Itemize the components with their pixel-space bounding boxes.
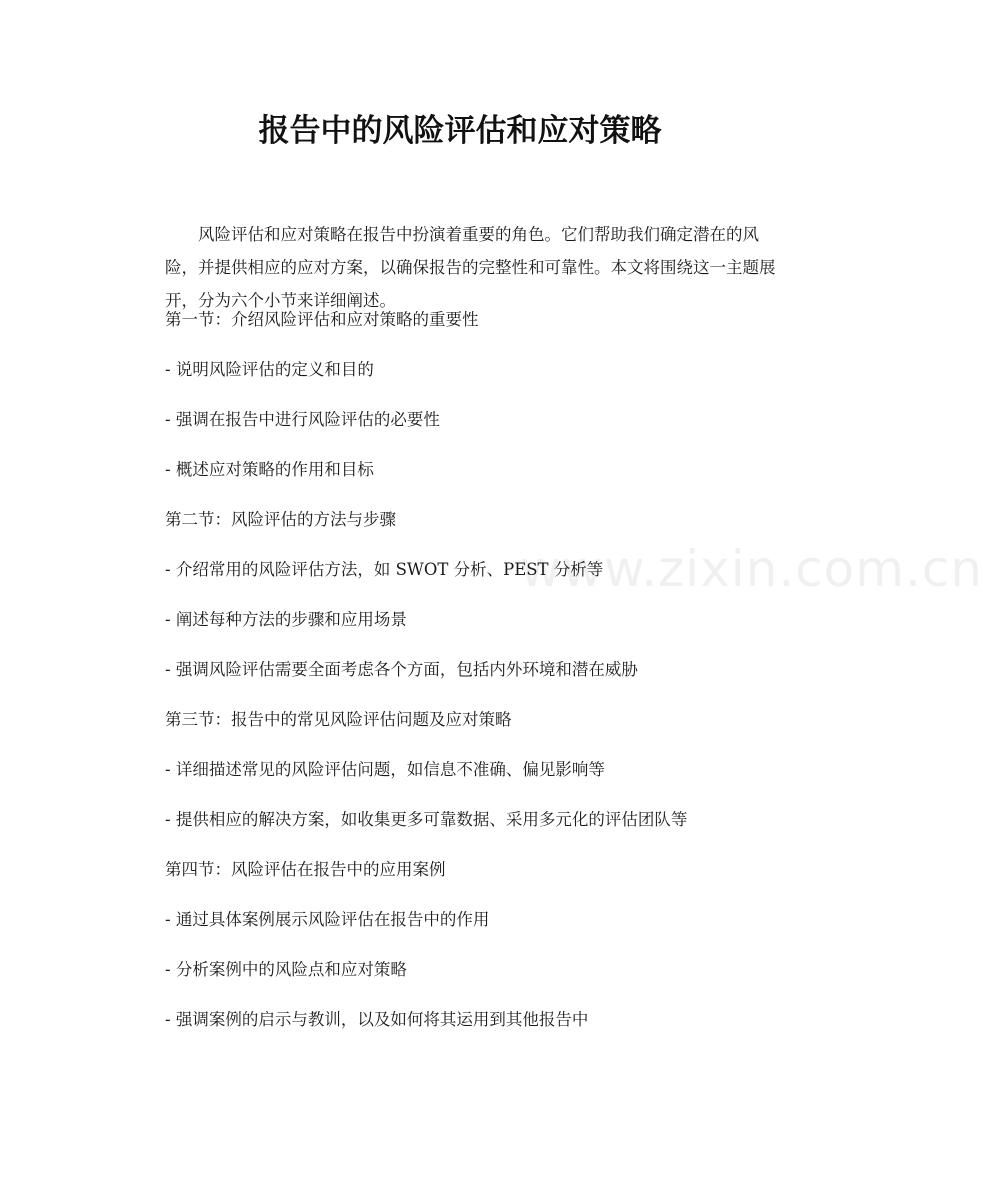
list-item: - 通过具体案例展示风险评估在报告中的作用 — [165, 910, 490, 929]
intro-text: 风险评估和应对策略在报告中扮演着重要的角色。它们帮助我们确定潜在的风险，并提供相应的应对方案，以确保报告的完整性和可靠性。本文将围绕这一主题展开，分为六个小节来详细阐述。 — [165, 225, 776, 310]
section-heading-3: 第三节：报告中的常见风险评估问题及应对策略 — [165, 710, 512, 729]
section-heading-2: 第二节：风险评估的方法与步骤 — [165, 510, 396, 529]
page-title: 报告中的风险评估和应对策略 — [258, 113, 662, 149]
list-item: - 强调风险评估需要全面考虑各个方面，包括内外环境和潜在威胁 — [165, 660, 638, 679]
list-item: - 阐述每种方法的步骤和应用场景 — [165, 610, 407, 629]
list-item: - 分析案例中的风险点和应对策略 — [165, 960, 407, 979]
list-item: - 强调案例的启示与教训，以及如何将其运用到其他报告中 — [165, 1010, 589, 1029]
list-item: - 提供相应的解决方案，如收集更多可靠数据、采用多元化的评估团队等 — [165, 810, 688, 829]
document-body — [165, 302, 785, 1052]
list-item: - 详细描述常见的风险评估问题，如信息不准确、偏见影响等 — [165, 760, 605, 779]
watermark: www.zixin.com.cn — [520, 540, 983, 598]
list-item: - 说明风险评估的定义和目的 — [165, 360, 374, 379]
list-item: - 介绍常用的风险评估方法，如 SWOT 分析、PEST 分析等 — [165, 560, 604, 579]
intro-paragraph — [165, 185, 785, 317]
list-item: - 概述应对策略的作用和目标 — [165, 460, 374, 479]
section-heading-4: 第四节：风险评估在报告中的应用案例 — [165, 860, 446, 879]
list-item: - 强调在报告中进行风险评估的必要性 — [165, 410, 440, 429]
section-heading-1: 第一节：介绍风险评估和应对策略的重要性 — [165, 310, 479, 329]
